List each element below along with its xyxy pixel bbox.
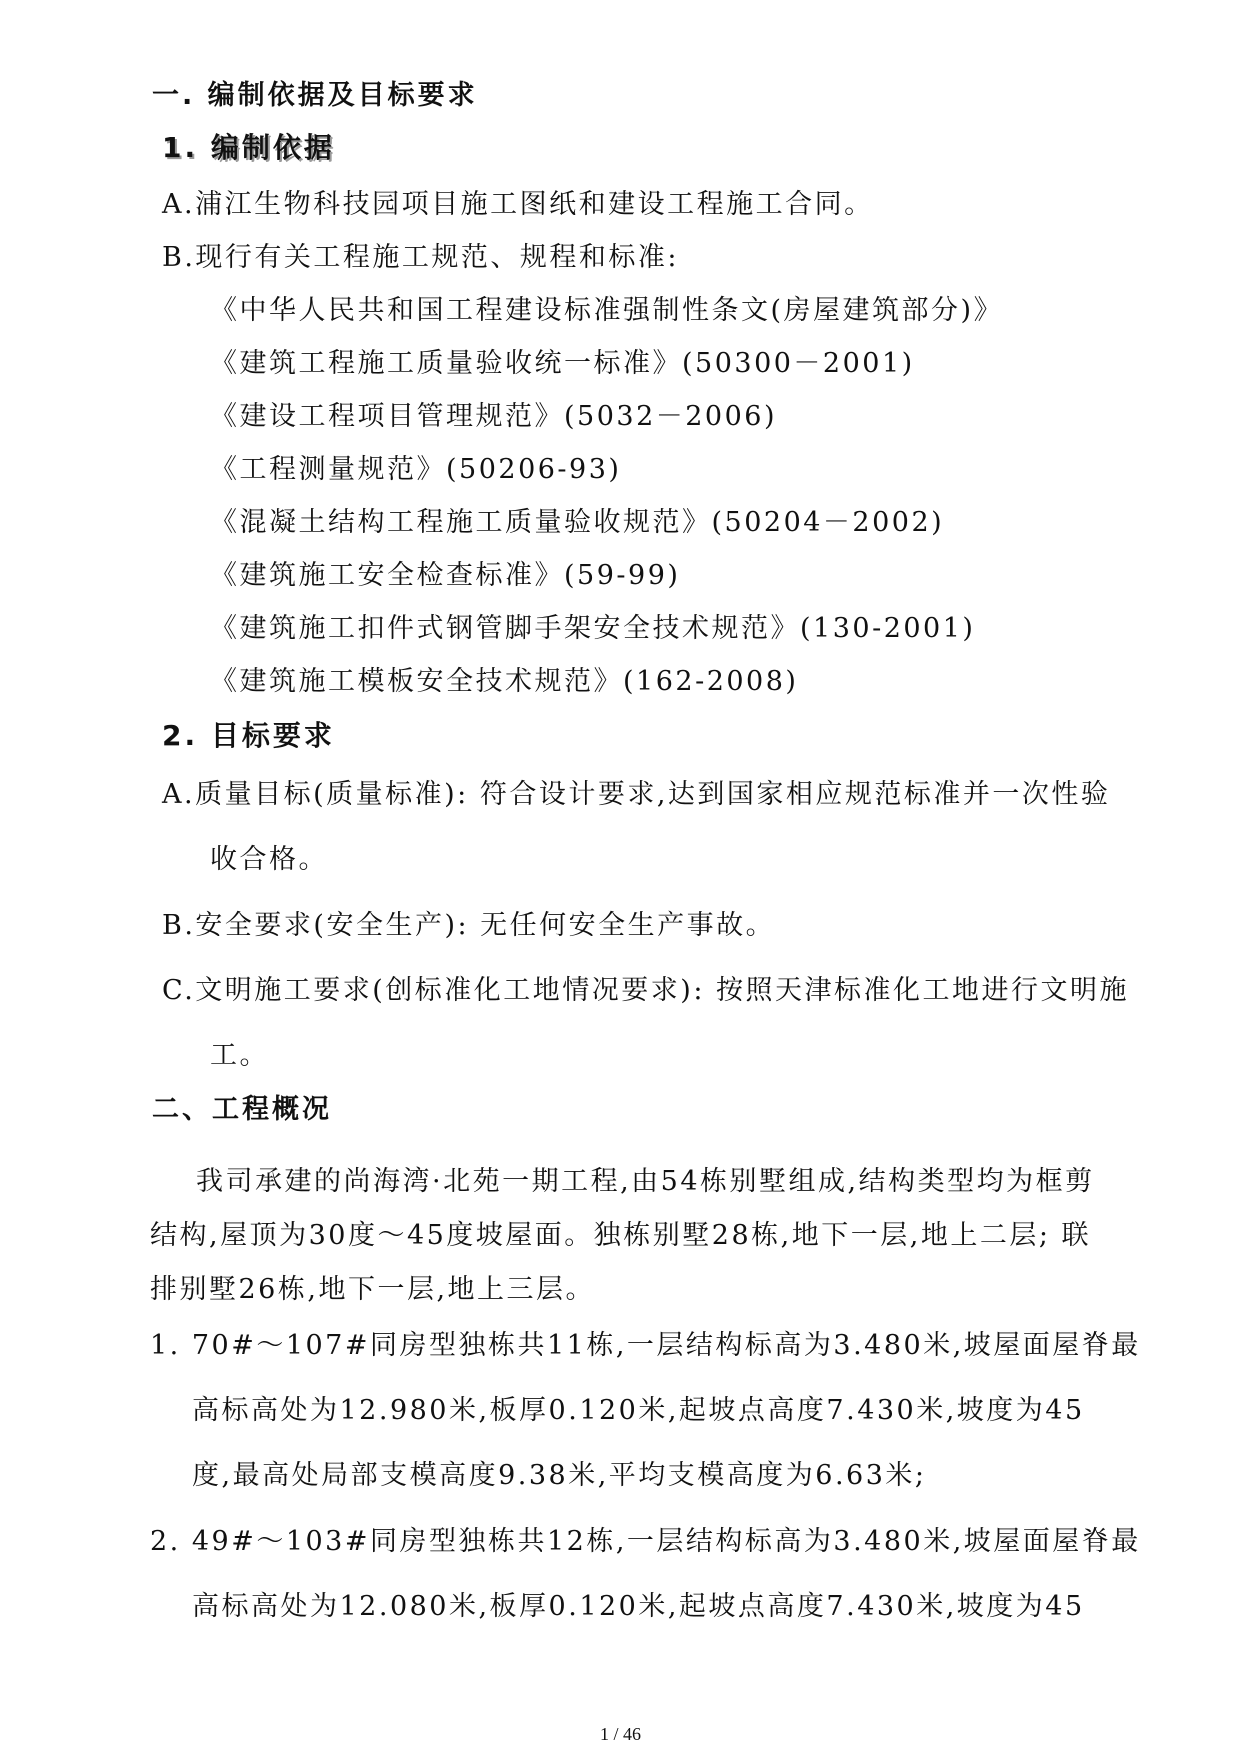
basis-item-b: B.现行有关工程施工规范、规程和标准:	[162, 242, 680, 273]
civilized-construction-line2: 工。	[210, 1040, 269, 1071]
quality-target-line2: 收合格。	[210, 844, 328, 875]
basis-item-a: A.浦江生物科技园项目施工图纸和建设工程施工合同。	[162, 189, 874, 220]
overview-item-2-line1: 2. 49#～103#同房型独栋共12栋,一层结构标高为3.480米,坡屋面屋脊最	[150, 1526, 1141, 1557]
standard-item: 《建筑施工模板安全技术规范》(162-2008)	[210, 666, 799, 697]
civilized-construction-line1: C.文明施工要求(创标准化工地情况要求): 按照天津标准化工地进行文明施	[162, 975, 1130, 1006]
overview-item-2-line2: 高标高处为12.080米,板厚0.120米,起坡点高度7.430米,坡度为45	[192, 1591, 1085, 1622]
overview-intro-line1: 我司承建的尚海湾·北苑一期工程,由54栋别墅组成,结构类型均为框剪	[196, 1166, 1095, 1197]
standard-item: 《建设工程项目管理规范》(5032－2006)	[210, 401, 777, 432]
overview-item-1-line1: 1. 70#～107#同房型独栋共11栋,一层结构标高为3.480米,坡屋面屋脊最	[150, 1330, 1141, 1361]
section-1-heading: 一. 编制依据及目标要求	[152, 80, 478, 111]
standard-item: 《中华人民共和国工程建设标准强制性条文(房屋建筑部分)》	[210, 295, 1004, 326]
overview-intro-line3: 排别墅26栋,地下一层,地上三层。	[150, 1274, 596, 1305]
overview-intro-line2: 结构,屋顶为30度～45度坡屋面。独栋别墅28栋,地下一层,地上二层; 联	[150, 1220, 1091, 1251]
subsection-1-heading: 1. 编制依据	[162, 131, 335, 164]
overview-item-1-line3: 度,最高处局部支模高度9.38米,平均支模高度为6.63米;	[192, 1460, 927, 1491]
standard-item: 《建筑施工扣件式钢管脚手架安全技术规范》(130-2001)	[210, 613, 976, 644]
quality-target-line1: A.质量目标(质量标准): 符合设计要求,达到国家相应规范标准并一次性验	[162, 779, 1111, 810]
page-number: 1 / 46	[599, 1724, 641, 1744]
standard-item: 《建筑施工安全检查标准》(59-99)	[210, 560, 681, 591]
section-2-heading: 二、工程概况	[152, 1094, 332, 1125]
standard-item: 《建筑工程施工质量验收统一标准》(50300－2001)	[210, 348, 915, 379]
overview-item-1-line2: 高标高处为12.980米,板厚0.120米,起坡点高度7.430米,坡度为45	[192, 1395, 1085, 1426]
standard-item: 《混凝土结构工程施工质量验收规范》(50204－2002)	[210, 507, 945, 538]
standard-item: 《工程测量规范》(50206-93)	[210, 454, 622, 485]
safety-requirement: B.安全要求(安全生产): 无任何安全生产事故。	[162, 910, 776, 941]
subsection-2-heading: 2. 目标要求	[162, 719, 335, 752]
